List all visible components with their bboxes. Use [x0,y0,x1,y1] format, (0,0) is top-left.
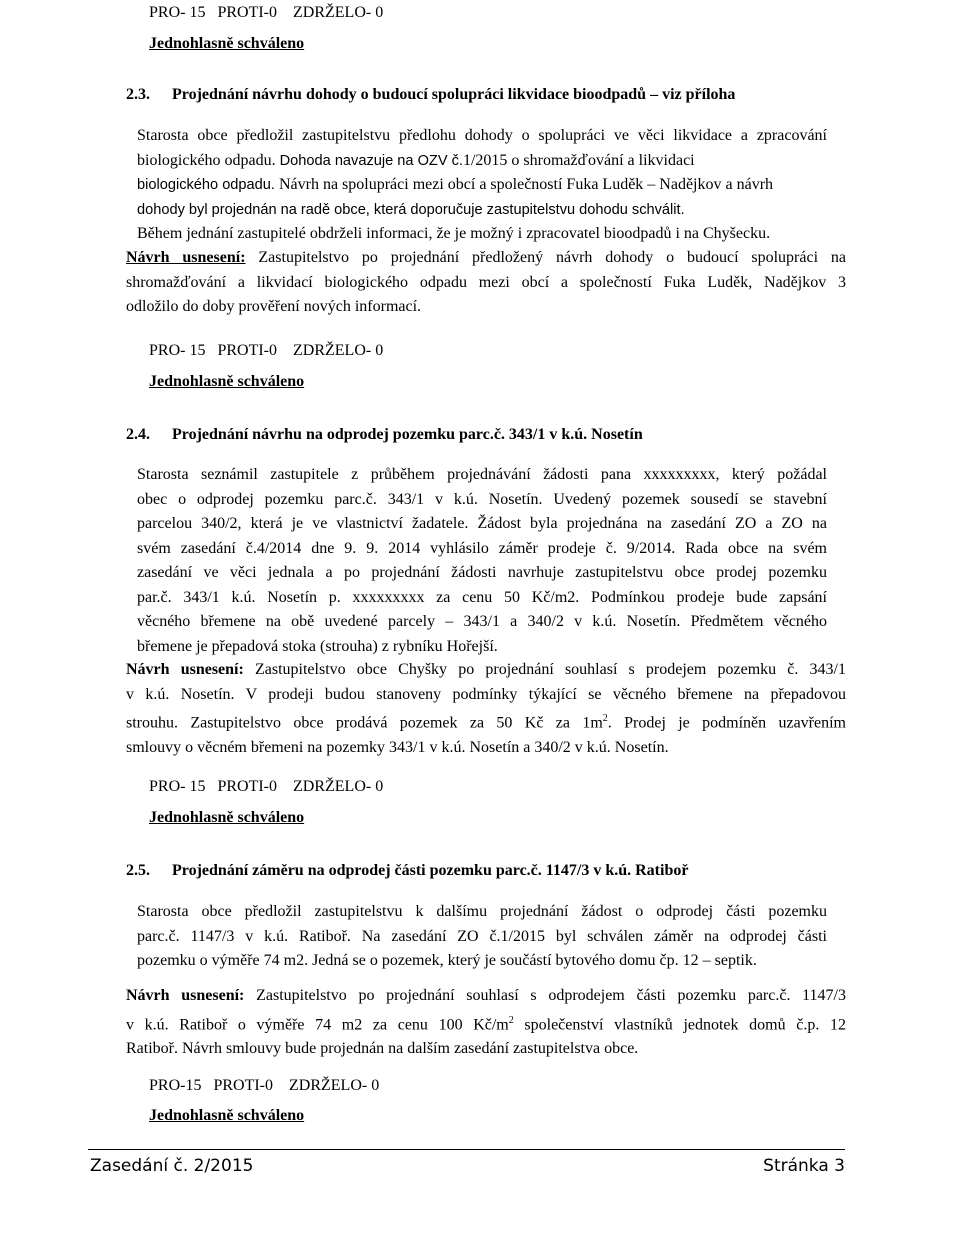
text-line: strouhu. Zastupitelstvo obce prodává pozemek za 50 Kč za $1m^2$. Prodej je podmíněn uzavřením [126,713,846,732]
text-line: svém zasedání č.4/2014 dne 9. 9. 2014 vyhlásilo záměr prodeje č. 9/2014. Rada obce na svém [137,539,827,557]
text-line: Ratiboř. Návrh smlouvy bude projednán na dalším zasedání zastupitelstva obce. [126,1040,639,1058]
text-line: Návrh usnesení: Zastupitelstvo po projednání předložený návrh dohody o budoucí spolupráci na [126,249,846,266]
text-line: parcelou 340/2, která je ve vlastnictví žadatele. Žádost byla projednána na zasedání ZO a ZO na [137,515,827,532]
approved-label: Jednohlasně schváleno [149,1107,305,1124]
text-line: parc.č. 1147/3 v k.ú. Ratiboř. Na zasedání ZO č.1/2015 byl schválen záměr na odprodej části [137,927,827,945]
vote-result: PRO- 15 PROTI-0 ZDRŽELO- 0 [149,4,384,21]
text-line: v k.ú. Ratiboř o výměře 74 m2 za cenu 100 $Kč/m^2$ společenství vlastníků jednotek domů č.p. 12 [126,1014,846,1033]
section-title: Projednání návrhu na odprodej pozemku parc.č. 343/1 v k.ú. Nosetín [172,426,643,443]
text-line: Během jednání zastupitelé obdrželi informaci, že je možný i zpracovatel bioodpadů i na Chyšecku. [137,225,771,242]
section-heading-2-4 [126,426,643,444]
approved-label: Jednohlasně schváleno [149,809,305,826]
text-line: biologického odpadu. Dohoda navazuje na OZV č.1/2015 o shromažďování a likvidaci [137,151,695,169]
text-line: obec o odprodej pozemku parc.č. 343/1 v k.ú. Nosetín. Uvedený pozemek sousedí se stavební [137,490,827,508]
section-heading-2-3 [126,86,735,104]
text-line: věcného břemene na obě uvedené parcely – 343/1 a 340/2 v k.ú. Nosetín. Předmětem věcného [137,613,827,630]
section-2-5-paragraph [137,900,827,974]
section-number: 2.3. [126,86,150,103]
text-line: dohody byl projednán na radě obce, která doporučuje zastupitelstvu dohodu schválit. [137,201,685,218]
text-line: shromažďování a likvidací biologického odpadu mezi obcí a společností Fuka Luděk, Nadějkov 3 [126,273,846,291]
text-line: Starosta seznámil zastupitele z průběhem projednávání žádosti pana xxxxxxxxx, který požádal [137,466,827,483]
text-line: par.č. 343/1 k.ú. Nosetín p. xxxxxxxxx za cenu 50 Kč/m2. Podmínkou prodeje bude zapsání [137,588,827,606]
section-2-4-paragraph [137,463,827,659]
text-line: Návrh usnesení: Zastupitelstvo obce Chyšky po projednání souhlasí s prodejem pozemku č. 343/1 [126,661,847,678]
approved-label: Jednohlasně schváleno [149,373,305,390]
text-line: smlouvy o věcném břemeni na pozemky 343/1 v k.ú. Nosetín a 340/2 v k.ú. Nosetín. [126,738,669,756]
text-line: břemene je přepadová stoka (strouha) z rybníku Hořejší. [137,637,498,655]
text-line: Starosta obce předložil zastupitelstvu k dalšímu projednání žádost o odprodej části pozemku [137,903,827,920]
text-line: v k.ú. Nosetín. V prodeji budou stanoveny podmínky týkající se věcného břemene na přepadovou [126,685,846,703]
footer-divider [88,1149,845,1150]
text-line: biologického odpadu. Návrh na spolupráci mezi obcí a společností Fuka Luděk – Nadějkov a návrh [137,176,774,193]
section-number: 2.4. [126,426,150,443]
vote-result: PRO- 15 PROTI-0 ZDRŽELO- 0 [149,778,384,795]
proposal-label: Návrh usnesení: [126,249,246,266]
text-line: Návrh usnesení: Zastupitelstvo po projednání souhlasí s odprodejem části pozemku parc.č. 1147/3 [126,987,847,1004]
vote-result: PRO- 15 PROTI-0 ZDRŽELO- 0 [149,342,384,359]
section-2-3-resolution [126,246,846,320]
text-line: odložilo do doby prověření nových informací. [126,298,422,315]
text-line: Starosta obce předložil zastupitelstvu předlohu dohody o spolupráci ve věci likvidace a zpracování [137,127,827,144]
text-line: zasedání ve věci jednala a po projednání žádosti navrhuje zastupitelstvu obce prodej pozemku [137,564,827,581]
approved-label: Jednohlasně schváleno [149,35,305,52]
footer-meeting-number: Zasedání č. 2/2015 [90,1156,254,1176]
footer-page-number: Stránka 3 [763,1156,845,1176]
section-2-3-paragraph [137,124,827,247]
section-title: Projednání záměru na odprodej části pozemku parc.č. 1147/3 v k.ú. Ratiboř [172,862,689,879]
section-2-5-resolution [126,984,846,1062]
text-line: pozemku o výměře 74 m2. Jedná se o pozemek, který je součástí bytového domu čp. 12 – septik. [137,952,757,969]
section-number: 2.5. [126,862,150,879]
section-title: Projednání návrhu dohody o budoucí spolupráci likvidace bioodpadů – viz příloha [172,86,736,103]
section-heading-2-5 [126,862,688,880]
proposal-label: Návrh usnesení: [126,987,245,1004]
proposal-label: Návrh usnesení: [126,661,244,678]
vote-result: PRO-15 PROTI-0 ZDRŽELO- 0 [149,1077,380,1094]
section-2-4-resolution [126,658,846,760]
